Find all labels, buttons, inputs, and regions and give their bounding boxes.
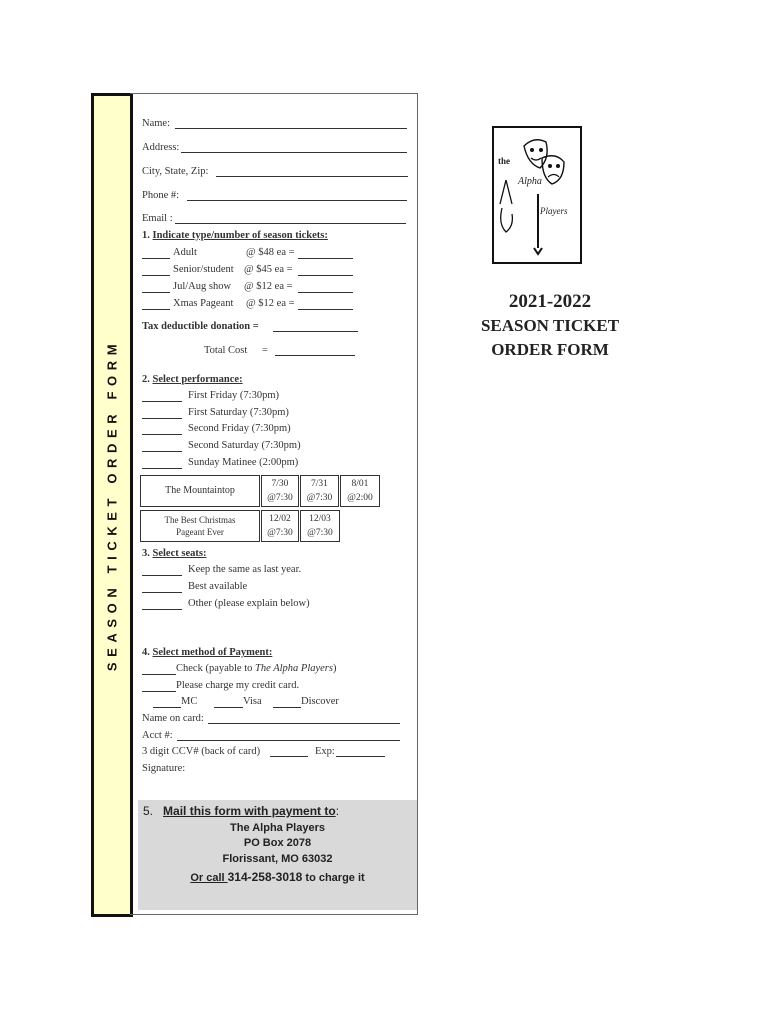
mail-heading [143,804,339,818]
city-label: City, State, Zip: [142,166,209,177]
mail-colon: : [335,804,340,818]
seat-other: Other (please explain below) [188,598,310,609]
show2-date-2 [300,510,340,542]
show1-date-3 [340,475,380,507]
seat-keep: Keep the same as last year. [188,564,302,575]
title-line2: ORDER FORM [491,340,609,359]
phone-field[interactable] [187,200,407,201]
title-year: 2021-2022 [508,291,592,312]
section4-heading [142,647,272,658]
seat-best-field[interactable] [142,592,182,593]
julaug-amount-field[interactable] [298,292,353,293]
name-label: Name: [142,118,170,129]
email-field[interactable] [175,223,406,224]
seat-keep-field[interactable] [142,575,182,576]
card-visa: Visa [243,696,262,707]
section3-heading [142,548,206,559]
ticket-type-julaug: Jul/Aug show [173,281,232,292]
section4-number: 4. [142,647,150,658]
alpha-players-logo [492,126,582,264]
email-label: Email : [142,213,173,224]
card-mc-field[interactable] [153,707,181,708]
perf-first-saturday: First Saturday (7:30pm) [188,407,289,418]
ccv-label: 3 digit CCV# (back of card) [142,746,261,757]
show1-name: The Mountaintop [140,475,260,507]
card-mc: MC [181,696,198,707]
ticket-type-xmas: Xmas Pageant [173,298,234,309]
show1-date-1-day: 7/30 [271,479,289,489]
logo-players: Players [540,206,568,216]
show2-name-line2: Pageant Ever [176,527,224,537]
section1-heading [142,230,328,241]
ticket-price-julaug: @ $12 ea = [244,281,293,292]
show2-date-1-day: 12/02 [269,514,291,524]
section2-number: 2. [142,374,150,385]
mail-info-box [138,800,417,910]
pay-card-label: Please charge my credit card. [176,680,300,691]
show1-date-1 [261,475,299,507]
name-on-card-label: Name on card: [142,713,204,724]
senior-qty-field[interactable] [142,275,170,276]
ticket-price-adult: @ $48 ea = [246,247,295,258]
show1-date-1-time: @7:30 [267,493,293,503]
show1-date-2-time: @7:30 [306,493,333,503]
show2-name [140,510,260,542]
show2-date-2-day: 12/03 [309,514,331,524]
phone-label: Phone #: [142,190,180,201]
total-label: Total Cost [204,345,248,356]
section3-number: 3. [142,548,150,559]
donation-field[interactable] [273,331,358,332]
adult-qty-field[interactable] [142,258,170,259]
pay-card-field[interactable] [142,691,176,692]
seat-best: Best available [188,581,248,592]
section1-number: 1. [142,230,150,241]
form-sidebar [91,93,133,917]
ticket-price-xmas: @ $12 ea = [246,298,295,309]
card-visa-field[interactable] [214,707,243,708]
xmas-qty-field[interactable] [142,309,170,310]
show2-name-line1: The Best Christmas [164,515,236,525]
perf-first-saturday-field[interactable] [142,418,182,419]
perf-sunday-matinee: Sunday Matinee (2:00pm) [188,457,299,468]
section2-title: Select performance: [152,374,243,385]
section2-heading [142,374,243,385]
section4-title: Select method of Payment: [152,647,273,658]
ticket-type-senior: Senior/student [173,264,234,275]
address-label: Address: [142,142,180,153]
show2-date-1 [261,510,299,542]
logo-art [494,128,580,262]
address-field[interactable] [181,152,407,153]
adult-amount-field[interactable] [298,258,353,259]
senior-amount-field[interactable] [298,275,353,276]
mail-org: The Alpha Players [230,822,325,834]
acct-label: Acct #: [142,730,173,741]
show1-date-2 [300,475,339,507]
acct-field[interactable] [177,740,400,741]
logo-the: the [498,156,510,166]
ccv-field[interactable] [270,756,308,757]
show2-date-1-time: @7:30 [267,528,293,538]
check-suffix: ) [332,663,337,674]
mail-call-suffix: to charge it [302,872,365,884]
perf-first-friday-field[interactable] [142,401,182,402]
julaug-qty-field[interactable] [142,292,170,293]
mail-po-box: PO Box 2078 [243,837,312,849]
pay-check-label [176,663,336,674]
city-field[interactable] [216,176,408,177]
perf-second-friday-field[interactable] [142,434,182,435]
name-on-card-field[interactable] [208,723,400,724]
mail-title: Mail this form with payment to [163,804,336,818]
total-equals: = [262,345,268,356]
card-discover: Discover [301,696,339,707]
donation-label: Tax deductible donation = [142,321,259,332]
pay-check-field[interactable] [142,674,176,675]
perf-second-saturday-field[interactable] [142,451,182,452]
signature-label: Signature: [142,763,186,774]
perf-second-friday: Second Friday (7:30pm) [188,423,291,434]
section1-title: Indicate type/number of season tickets: [152,230,328,241]
section3-title: Select seats: [152,548,207,559]
show1-date-3-time: @2:00 [347,493,373,503]
check-payee: The Alpha Players [255,663,333,674]
perf-sunday-matinee-field[interactable] [142,468,182,469]
total-field[interactable] [275,355,355,356]
check-prefix: Check (payable to [176,663,256,674]
mail-number: 5. [143,804,154,818]
exp-label: Exp: [315,746,335,757]
show2-date-2-time: @7:30 [307,528,333,538]
name-field[interactable] [175,128,407,129]
perf-first-friday: First Friday (7:30pm) [188,390,279,401]
xmas-amount-field[interactable] [298,309,353,310]
ticket-type-adult: Adult [173,247,197,258]
sidebar-label: SEASON TICKET ORDER FORM [104,338,120,672]
mail-city: Florissant, MO 63032 [222,853,333,865]
logo-alpha: Alpha [518,176,542,187]
card-discover-field[interactable] [273,707,301,708]
perf-second-saturday: Second Saturday (7:30pm) [188,440,301,451]
exp-field[interactable] [336,756,385,757]
mail-call-line [138,870,417,884]
mail-phone: 314-258-3018 [227,870,303,884]
seat-other-field[interactable] [142,609,182,610]
title-line1: SEASON TICKET [480,316,620,335]
show1-date-3-day: 8/01 [351,479,369,489]
ticket-price-senior: @ $45 ea = [244,264,293,275]
mail-or-call: Or call [190,872,228,884]
show1-date-2-day: 7/31 [311,479,328,489]
